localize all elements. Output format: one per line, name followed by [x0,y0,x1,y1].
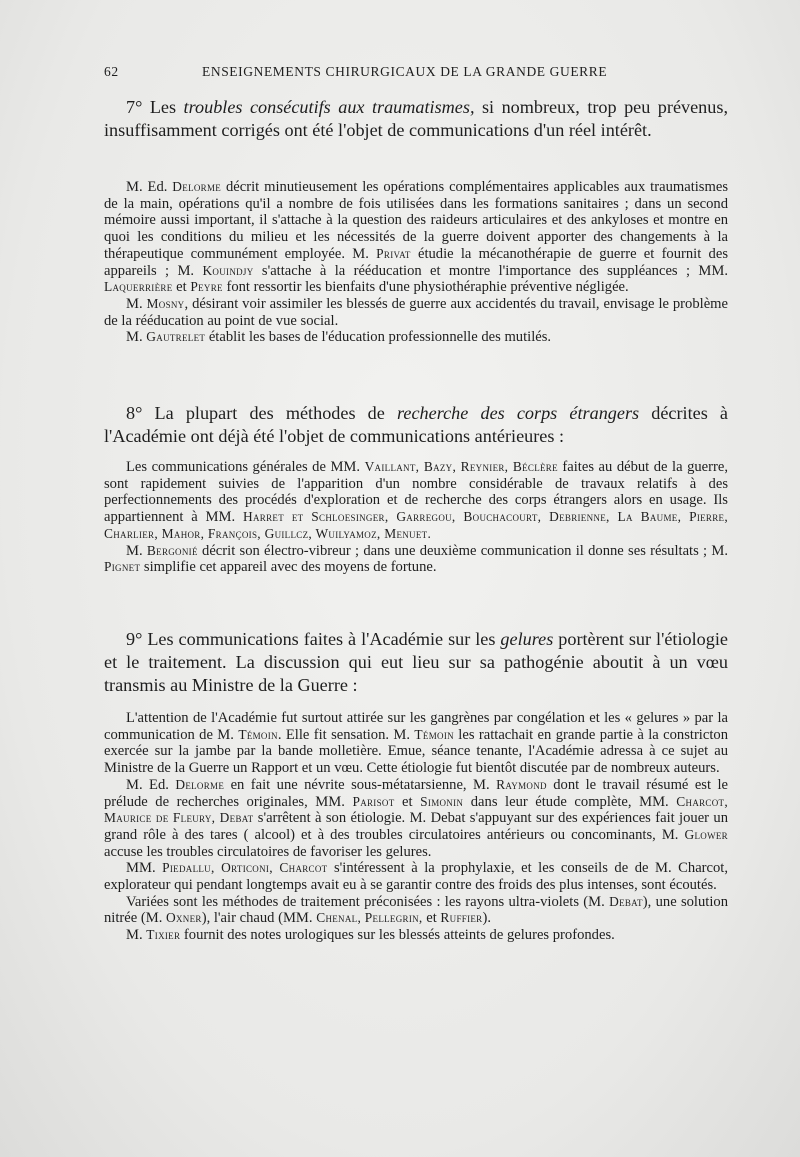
text-run: MM. [126,860,163,877]
section-9-lead: 9° Les communications faites à l'Académie sur les [126,629,501,649]
text-run: dans leur étude complète, MM. [463,793,677,810]
author-name: Bergonié [146,542,198,558]
text-run: s'arrêtent à son étiologie. M. Debat s'appuyant sur des expériences fait jouer un grand rôle à des tares ( alcool) et à des troubles circulatoires antérieurs ou concominants, M. [104,810,729,843]
section-8-lead: 8° La plupart des méthodes de [126,403,397,423]
author-name: Laquerrière [104,279,173,295]
text-run: ). [482,910,491,927]
section-7-italic: troubles consécutifs aux traumatismes, [183,97,475,117]
section-9-body [104,710,728,944]
author-name: Debat [609,893,643,909]
section-7-rest: si nombreux, trop peu prévenus, insuffisamment corrigés ont été l'objet de communications d'un réel intérêt. [104,97,728,140]
text-run: établit les bases de l'éducation professionnelle des mutilés. [205,329,552,346]
author-name: Tixier [146,927,181,943]
section-8-body [104,459,728,576]
text-run: M. [126,542,147,559]
section-7-heading [104,96,728,142]
text-run: accuse les troubles circulatoires de favoriser les gelures. [104,843,432,860]
author-names: Harret et Schloesinger, Garregou, Bouchacourt, Debrienne, La Baume, Pierre, Charlier, Mahor, François, Guillcz, Wuilyamoz, Menuet. [104,509,728,541]
text-run: dont le travail résumé est le prélude de recherches originales, MM. [104,776,728,810]
author-name: Kouindjy [202,262,254,278]
text-run: M. Ed. [126,179,173,195]
text-run: étudie la mécanothérapie de guerre et fournit des appareils ; M. [104,245,728,279]
author-name: Pignet [104,559,141,575]
text-run: fournit des notes urologiques sur les blessés atteints de gelures profondes. [180,927,615,944]
paragraph [104,329,728,346]
author-name: Ruffier [440,910,483,926]
author-name: Peyre [190,279,223,295]
section-7-lead: 7° Les [126,97,184,117]
text-run: s'attache à la rééducation et montre l'importance des suppléances ; MM. [253,262,728,279]
text-run: ), l'air chaud (MM. [201,910,317,927]
text-run: M. [126,295,147,312]
author-name: Mosny [146,295,185,311]
page-number: 62 [104,64,119,79]
text-run: M. [126,927,147,944]
section-9-heading [104,628,728,697]
text-run: Les communications générales de MM. [126,459,365,475]
author-name: Parisot [352,793,395,809]
text-run: Variées sont les méthodes de traitement préconisées : les rayons ultra-violets (M. [126,893,610,910]
text-run: font ressortir les bienfaits d'une physiothéraphie préventive négligée. [222,279,629,296]
text-run: s'intéressent à la prophylaxie, et les conseils de de M. Charcot, explorateur qui pendant longtemps avait eu à se garantir contre des froids des plus intenses, sont écoutés. [104,860,729,894]
section-9-italic: gelures [500,629,554,649]
author-name: Glower [684,826,728,842]
text-run: , désirant voir assimiler les blessés de guerre aux accidentés du travail, envisage le problème de la rééducation au point de vue social. [104,295,728,329]
author-name: Delorme [175,776,225,792]
author-name: Privat [376,245,411,261]
author-name: Témoin [414,726,454,742]
author-name: Delorme [172,179,222,194]
author-names: Vaillant, Bazy, Reynier, Béclère [364,459,558,474]
text-run: . Elle fit sensation. M. [277,726,415,743]
paragraph [104,459,728,543]
text-run: en fait une névrite sous-métatarsienne, M. [224,776,497,793]
paragraph [104,543,728,576]
paragraph [104,179,728,296]
paragraph [104,710,728,777]
section-8-italic: recherche des corps étrangers [396,403,640,423]
text-run: simplifie cet appareil avec des moyens de fortune. [140,559,437,576]
author-names: Piedallu, Orticoni, Charcot [162,860,328,876]
text-run: et [172,279,191,296]
paragraph [104,296,728,329]
text-run: et [394,793,421,810]
paragraph [104,927,728,944]
text-run: M. Ed. [126,776,176,793]
text-run: M. [126,329,147,346]
author-name: Oxner [166,910,202,926]
paragraph [104,777,728,861]
text-run: les rattachait en grande partie à la constricton exercée sur la jambe par la bande molletière. Emue, séance tenante, l'Académie adressa à ce sujet au Ministre de la Guerre un Rapport et un vœu. Cette étiologie fut bientôt discutée par de nombreux auteurs. [104,726,728,777]
section-7-body [104,179,728,346]
author-names: Chenal, Pellegrin, [316,910,423,926]
running-title: ENSEIGNEMENTS CHIRURGICAUX DE LA GRANDE GUERRE [202,64,608,79]
section-9-rest: portèrent sur l'étiologie et le traitement. La discussion qui eut lieu sur sa pathogénie aboutit à un vœu transmis au Ministre de la Guerre : [104,629,728,695]
text-run: et [422,910,441,927]
author-names: Charcot, Maurice de Fleury, Debat [104,793,728,826]
text-run: ), une solution nitrée (M. [104,893,728,927]
text-run: décrit son électro-vibreur ; dans une deuxième communication il donne ses résultats ; M. [197,542,728,559]
section-8-heading [104,402,728,448]
author-name: Témoin [238,726,278,742]
text-run: faites au début de la guerre, sont rapidement suivies de l'apparition d'un nombre considérable de travaux relatifs à des perfectionnements des procédés d'exploration et de recherche des corps étrangers alors en usage. Ils appartiennent à MM. [104,459,728,526]
author-name: Raymond [496,776,547,792]
author-name: Simonin [420,793,464,809]
text-run: L'attention de l'Académie fut surtout attirée sur les gangrènes par congélation et les « gelures » par la communication de M. [104,710,728,743]
paragraph [104,894,728,927]
author-name: Gautrelet [146,329,206,345]
text-run: décrit minutieusement les opérations complémentaires applicables aux traumatismes de la main, opérations qu'il a nombre de fois utilisées dans les formations sanitaires ; dans un second mémoire aussi important, il s'attache à la question des raideurs articulaires et des ankyloses et montre en quoi les conditions du milieu et les nécessités de la guerre doivent apporter des changements à la thérapeutique communément employée. M. [104,179,728,262]
paragraph [104,860,728,893]
section-8-rest: décrites à l'Académie ont déjà été l'objet de communications antérieures : [104,403,728,446]
